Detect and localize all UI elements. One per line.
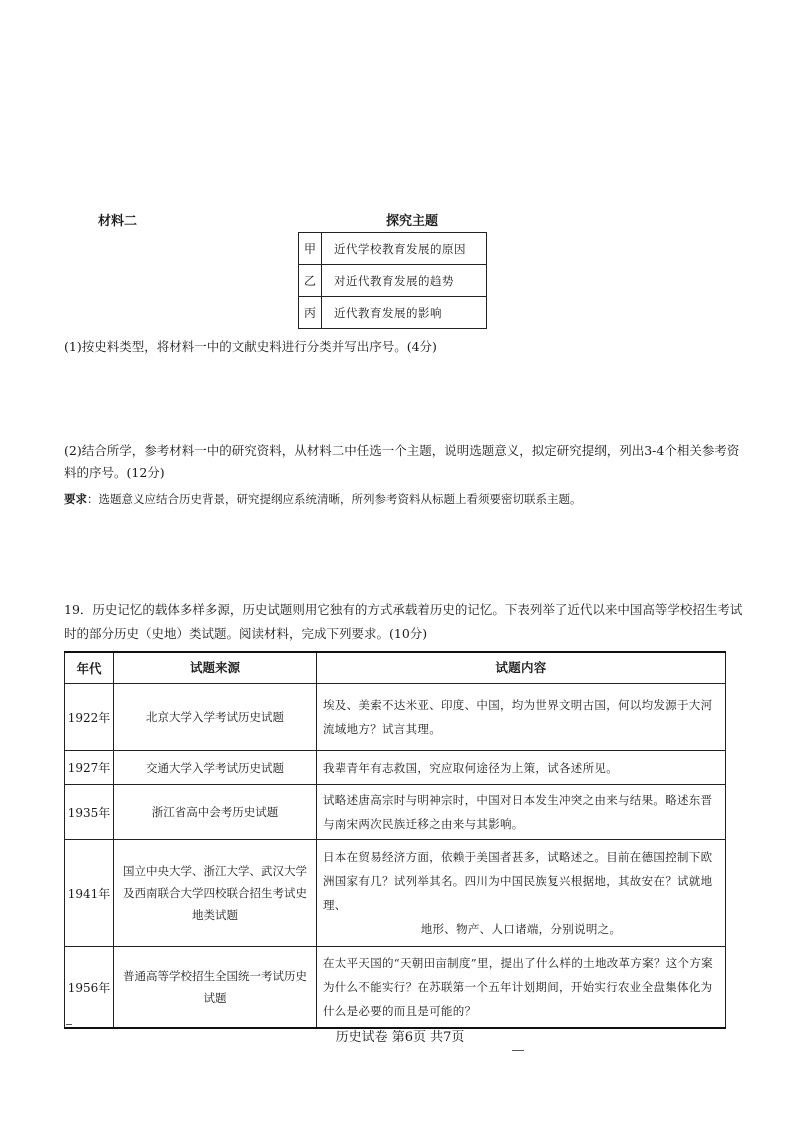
header-source: 试题来源 [114,652,317,684]
row-source: 北京大学入学考试历史试题 [114,684,317,751]
exam-table [64,651,726,1029]
row-source: 国立中央大学、浙江大学、武汉大学及西南联合大学四校联合招生考试史地类试题 [114,840,317,947]
topic-text: 近代学校教育发展的原因 [322,233,487,265]
topic-row [299,233,487,265]
table-row [65,947,726,1029]
row-source: 普通高等学校招生全国统一考试历史试题 [114,947,317,1029]
row-question: 我辈青年有志救国，究应取何途径为上策，试各述所见。 [317,751,726,785]
table-row [65,751,726,785]
question-1: (1)按史料类型，将材料一中的文献史料进行分类并写出序号。(4分) [64,339,437,354]
row-question: 在太平天国的“天朝田亩制度”里，提出了什么样的土地改革方案？这个方案为什么不能实行？在苏联第一个五年计划期间，开始实行农业全盘集体化为什么是必要的而且是可能的？ [317,947,726,1029]
topic-key: 乙 [299,265,322,297]
row-question: 试略述唐高宗时与明神宗时，中国对日本发生冲突之由来与结果。略述东晋与南宋两次民族迁移之由来与其影响。 [317,785,726,840]
row-year: 1935年 [65,785,114,840]
scan-mark [512,1050,524,1051]
row-question-extra: 地形、物产、人口诸端，分别说明之。 [420,922,622,936]
row-question [317,840,726,947]
scan-mark [66,1024,72,1025]
table-row [65,840,726,947]
table-row [65,684,726,751]
row-source: 交通大学入学考试历史试题 [114,751,317,785]
header-year: 年代 [65,652,114,684]
header-content: 试题内容 [317,652,726,684]
row-question-text: 日本在贸易经济方面，依赖于美国者甚多，试略述之。目前在德国控制下欧洲国家有几？试列举其名。四川为中国民族复兴根据地，其故安在？试就地理、 [323,850,713,912]
topic-key: 丙 [299,297,322,329]
row-question: 埃及、美索不达米亚、印度、中国，均为世界文明古国，何以均发源于大河流域地方？试言其理。 [317,684,726,751]
requirement-text: ：选题意义应结合历史背景，研究提纲应系统清晰，所列参考资料从标题上看须要密切联系主题。 [87,492,582,506]
question-2: (2)结合所学，参考材料一中的研究资料，从材料二中任选一个主题，说明选题意义，拟定研究提纲，列出3-4个相关参考资料的序号。(12分) [64,443,740,480]
topic-table-heading: 探究主题 [386,214,439,229]
topic-key: 甲 [299,233,322,265]
material-two-label: 材料二 [98,214,138,229]
row-year: 1941年 [65,840,114,947]
page-footer: 历史试卷 第6页 共7页 [335,1030,465,1045]
row-year: 1922年 [65,684,114,751]
topic-text: 近代教育发展的影响 [322,297,487,329]
exam-table-header [65,652,726,684]
table-row [65,785,726,840]
topic-text: 对近代教育发展的趋势 [322,265,487,297]
topic-table [298,232,487,329]
topic-row [299,297,487,329]
question-19: 19．历史记忆的载体多样多源，历史试题则用它独有的方式承载着历史的记忆。下表列举了近代以来中国高等学校招生考试时的部分历史（史地）类试题。阅读材料，完成下列要求。(10分) [64,602,743,641]
row-year: 1927年 [65,751,114,785]
requirement [64,488,744,510]
row-source: 浙江省高中会考历史试题 [114,785,317,840]
topic-row [299,265,487,297]
requirement-label: 要求 [64,492,87,506]
row-year: 1956年 [65,947,114,1029]
